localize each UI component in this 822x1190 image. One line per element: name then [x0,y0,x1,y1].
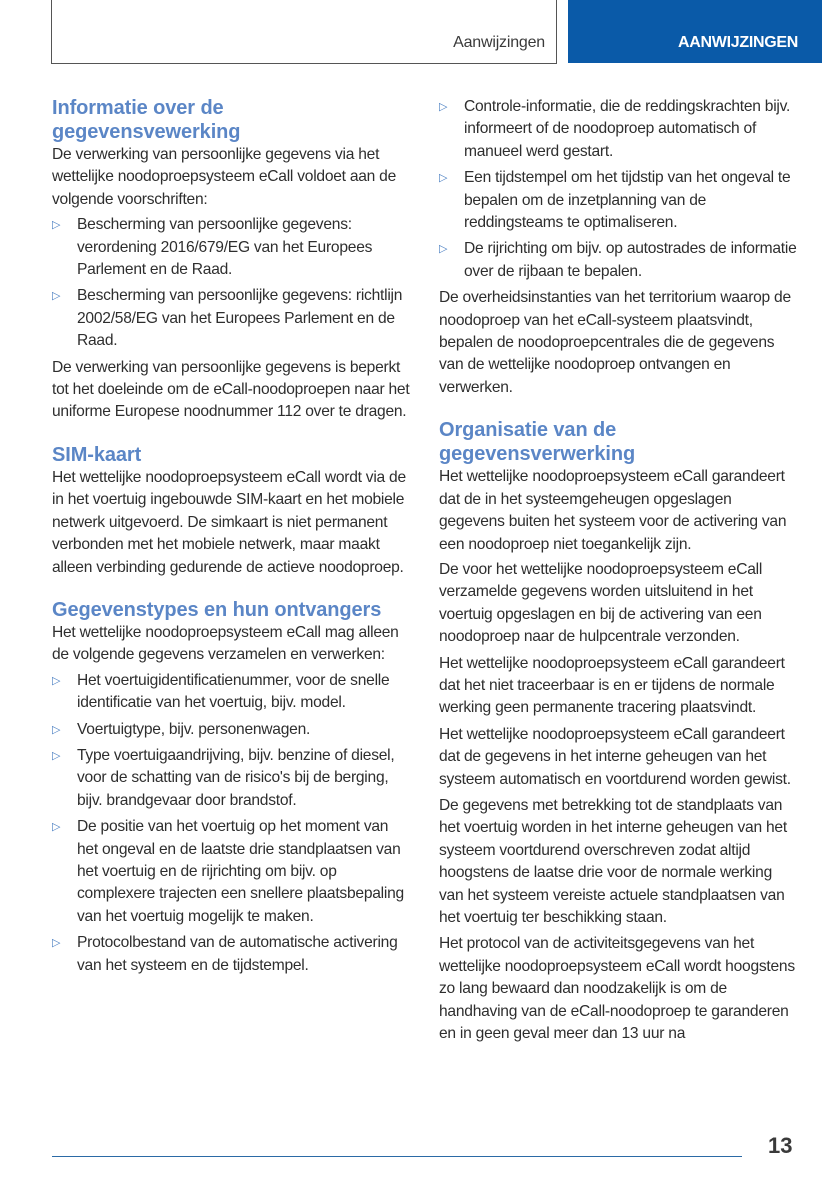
heading-organisation: Organisatie van de gegevensverwerking [439,419,636,466]
triangle-bullet-icon: ▷ [52,749,61,762]
list-item: ▷ Bescherming van persoonlijke gegevens: richtlijn 2002/58/EG van het Europees Parlement en de Raad. [52,287,403,350]
left-column [52,96,412,981]
paragraph: Het protocol van de activiteitsgegevens van het wettelijke noodoproepsysteem eCall wordt hoogstens zo lang bewaard dan noodzakelijk is om de handhaving van de eCall-noodoproep te garanderen en in geen geval meer dan 13 uur na [439,935,795,1043]
triangle-bullet-icon: ▷ [52,723,61,736]
paragraph: Het wettelijke noodoproepsysteem eCall garandeert dat de gegevens in het interne geheugen van het systeem automatisch en voortdurend worden gewist. [439,725,791,788]
data-types-list [52,670,412,977]
paragraph: De verwerking van persoonlijke gegevens via het wettelijke noodoproepsysteem eCall voldoet aan de volgende voorschriften: [52,146,397,208]
right-column [439,96,799,1049]
paragraph: De overheidsinstanties van het territorium waarop de noodoproep van het eCall-systeem plaatsvindt, bepalen de noodoproepcentrales die de gegevens van de wettelijke noodoproep ontvangen en verwerken. [439,289,791,396]
triangle-bullet-icon: ▷ [52,937,61,950]
list-item: ▷ Controle-informatie, die de reddingskrachten bijv. informeert of de noodoproep automatisch of manueel werd gestart. [439,98,791,160]
heading-data-types: Gegevenstypes en hun ontvangers [52,598,382,621]
heading-info-processing: Informatie over de gegevensvewerking [52,97,241,143]
list-item: ▷ Het voertuigidentificatienummer, voor de snelle identificatie van het voertuig, bijv. model. [52,671,390,712]
paragraph: Het wettelijke noodoproepsysteem eCall garandeert dat het niet traceerbaar is en er tijdens de normale werking geen permanente tracering plaatsvindt. [439,654,785,717]
paragraph: De voor het wettelijke noodoproepsysteem eCall verzamelde gegevens worden uitsluitend in het voertuig opgeslagen en bij de activering van een noodoproep naar de hulpcentrale verzonden. [439,560,763,646]
page-number: 13 [768,1133,793,1158]
paragraph: De verwerking van persoonlijke gegevens is beperkt tot het doeleinde om de eCall-noodoproepen naar het uniforme Europese noodnummer 112 over te dragen. [52,358,410,421]
triangle-bullet-icon: ▷ [52,290,61,303]
section-label: Aanwijzingen [453,34,545,51]
list-item: ▷ De rijrichting om bijv. op autostrades de informatie over de rijbaan te bepalen. [439,240,797,280]
paragraph: Het wettelijke noodoproepsysteem eCall wordt via de in het voertuig ingebouwde SIM-kaart en het mobiele netwerk uitgevoerd. De simkaart is niet permanent verbonden met het mobiele netwerk, maar maakt alleen verbinding gedurende de actieve noodoproep. [52,468,406,576]
triangle-bullet-icon: ▷ [52,219,61,232]
paragraph: Het wettelijke noodoproepsysteem eCall garandeert dat de in het systeemgeheugen opgeslagen gegevens buiten het systeem voor de activering van een noodoproep niet toegankelijk zijn. [439,468,787,553]
paragraph: Het wettelijke noodoproepsysteem eCall mag alleen de volgende gegevens verzamelen en verwerken: [52,623,399,664]
triangle-bullet-icon: ▷ [439,243,448,256]
footer-divider [52,1156,742,1157]
triangle-bullet-icon: ▷ [52,674,61,687]
chapter-tab[interactable] [568,0,822,63]
list-item: ▷ Protocolbestand van de automatische activering van het systeem en de tijdstempel. [52,934,398,974]
triangle-bullet-icon: ▷ [439,101,448,113]
triangle-bullet-icon: ▷ [439,172,448,185]
list-item: ▷ Type voertuigaandrijving, bijv. benzine of diesel, voor de schatting van de risico's bij de berging, bijv. brandgevaar door brandstof. [52,746,395,809]
paragraph: De gegevens met betrekking tot de standplaats van het voertuig worden in het interne geheugen van het systeem voortdurend overschreven zodat altijd hoogstens de laatse drie voor de normale werking van het systeem vereiste actuele standplaatsen van het voertuig ter beschikking staan. [439,796,787,926]
triangle-bullet-icon: ▷ [52,821,61,834]
header-box [51,0,557,64]
list-item: ▷ De positie van het voertuig op het moment van het ongeval en de laatste drie standplaatsen van het voertuig en de rijrichting om bijv. op complexere trajecten een snellere plaatsbepaling van het voertuig mogelijk te maken. [52,818,404,925]
heading-sim-card: SIM-kaart [52,443,142,466]
data-types-list-continued [439,96,799,283]
list-item: ▷ Bescherming van persoonlijke gegevens: verordening 2016/679/EG van het Europees Parlement en de Raad. [52,216,373,279]
list-item: ▷ Voertuigtype, bijv. personenwagen. [52,719,412,741]
regulations-list [52,214,412,352]
list-item: ▷ Een tijdstempel om het tijdstip van het ongeval te bepalen om de inzetplanning van de reddingsteams te optimaliseren. [439,169,791,232]
chapter-tab-label: AANWIJZINGEN [678,34,798,51]
